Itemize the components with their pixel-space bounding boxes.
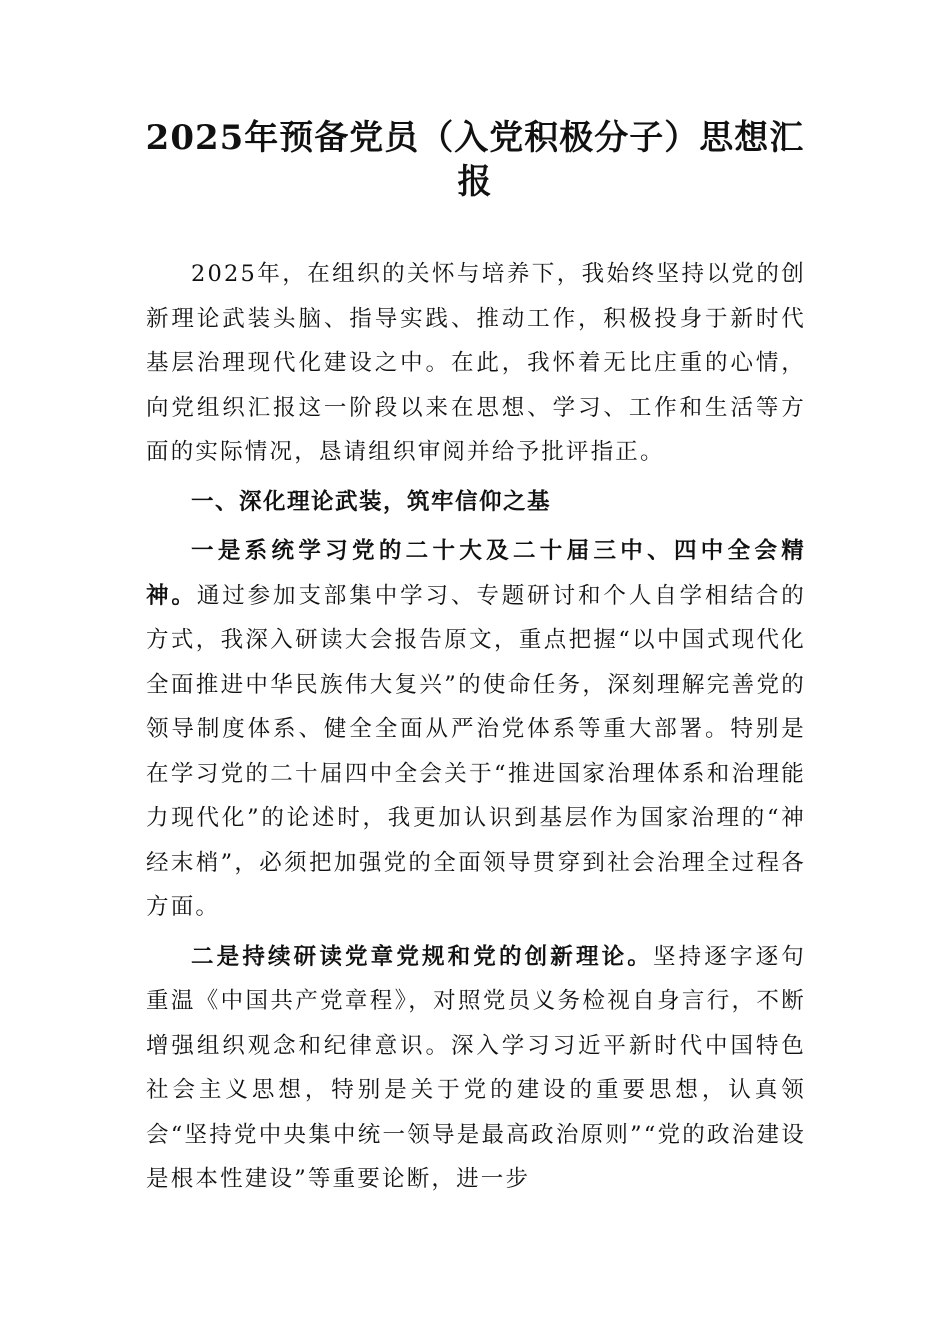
body-paragraph <box>146 529 806 930</box>
paragraph-text: 坚持逐字逐句重温《中国共产党章程》，对照党员义务检视自身言行，不断增强组织观念和纪律意识。深入学习习近平新时代中国特色社会主义思想，特别是关于党的建设的重要思想，认真领会“坚持党中央集中统一领导是最高政治原则”“党的政治建设是根本性建设”等重要论断，进一步 <box>146 943 806 1192</box>
paragraph-text: 通过参加支部集中学习、专题研讨和个人自学相结合的方式，我深入研读大会报告原文，重点把握“以中国式现代化全面推进中华民族伟大复兴”的使命任务，深刻理解完善党的领导制度体系、健全全面从严治党体系等重大部署。特别是在学习党的二十届四中全会关于“推进国家治理体系和治理能力现代化”的论述时，我更加认识到基层作为国家治理的“神经末梢”，必须把加强党的全面领导贯穿到社会治理全过程各方面。 <box>146 582 806 920</box>
body-paragraph <box>146 935 806 1202</box>
paragraph-lead: 一是系统学习党的二十大及二十届三中、四中全会精神。 <box>146 538 806 609</box>
document-body <box>146 252 806 1207</box>
paragraph-lead: 二是持续研读党章党规和党的创新理论。 <box>191 943 653 970</box>
document-title: 2025年预备党员（入党积极分子）思想汇报 <box>145 118 805 202</box>
section-heading: 一、深化理论武装，筑牢信仰之基 <box>191 488 552 515</box>
intro-paragraph: 2025年，在组织的关怀与培养下，我始终坚持以党的创新理论武装头脑、指导实践、推动工作，积极投身于新时代基层治理现代化建设之中。在此，我怀着无比庄重的心情，向党组织汇报这一阶段以来在思想、学习、工作和生活等方面的实际情况，恳请组织审阅并给予批评指正。 <box>146 261 806 465</box>
